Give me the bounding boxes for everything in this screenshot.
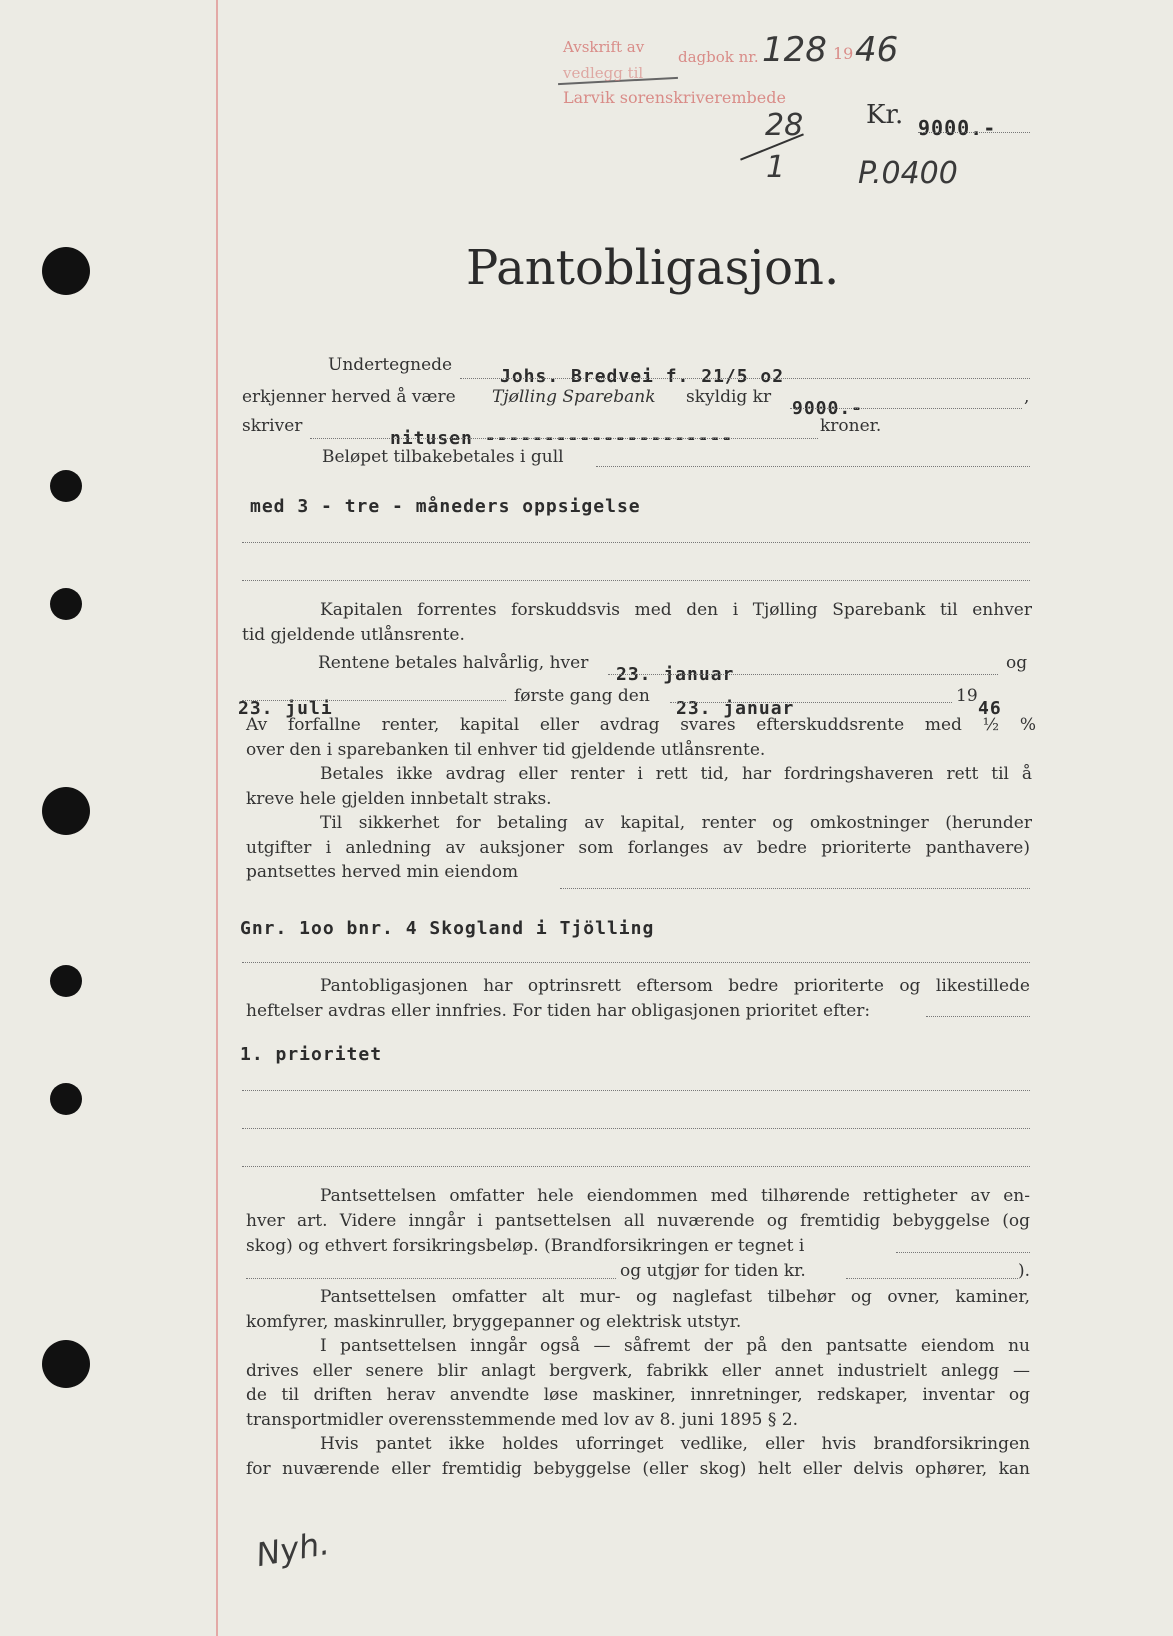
debtor-dots (460, 378, 1030, 379)
body-section-2 (246, 1285, 1030, 1481)
skyldig-dots (790, 408, 1022, 409)
body-line: Til sikkerhet for betaling av kapital, renter og omkostninger (herunder (320, 813, 1032, 833)
creditor-name: Tjølling Sparebank (492, 387, 656, 407)
amount-dots (918, 132, 1030, 133)
skriver-value: nitusen --------------------- (390, 428, 734, 449)
page-title: Pantobligasjon. (466, 240, 840, 296)
interest-date-2: 23. juli (238, 698, 333, 719)
skyldig-label: skyldig kr (686, 387, 772, 407)
date1-dots (608, 674, 998, 675)
date2-dots (242, 700, 506, 701)
date-month: 1 (766, 150, 786, 185)
body-line: Betales ikke avdrag eller renter i rett tid, har fordringshaveren rett til å (320, 764, 1032, 784)
body-line: utgifter i anledning av auksjoner som forlanges av bedre prioriterte panthavere) (246, 837, 1030, 858)
priority-line1: Pantobligasjonen har optrinsrett eftersom bedre prioriterte og likestillede (320, 976, 1030, 996)
tilbakebetales-dots (596, 466, 1030, 467)
debtor-name: Johs. Bredvei f. 21/5 o2 (500, 366, 785, 387)
utgjor-dots-1 (246, 1278, 616, 1279)
skriver-label: skriver (242, 416, 303, 436)
kr-label: Kr. (866, 100, 904, 130)
body-line: kreve hele gjelden innbetalt straks. (246, 788, 552, 809)
forste-label: første gang den (514, 686, 650, 706)
body-line: Pantsettelsen omfatter hele eiendommen med tilhørende rettigheter av en- (320, 1186, 1030, 1206)
terms-value: med 3 - tre - måneders oppsigelse (250, 496, 641, 517)
body-line: Av forfallne renter, kapital eller avdrag svares efterskuddsrente med ½ % (246, 715, 1036, 735)
priority-dots-3 (242, 1166, 1030, 1167)
forsikring-dots (896, 1252, 1030, 1253)
stamp-office: Larvik sorenskriverembede (563, 88, 786, 107)
property-dots-1 (560, 888, 1030, 889)
body-line: hver art. Videre inngår i pantsettelsen all nuværende og fremtidig bebyggelse (og (246, 1211, 1030, 1231)
year-prefix: 19 (833, 44, 854, 63)
body-line: pantsettes herved min eiendom (246, 862, 519, 882)
terms-dots-2 (242, 580, 1030, 581)
tilbakebetales-label: Beløpet tilbakebetales i gull (322, 447, 564, 467)
property-value: Gnr. 1oo bnr. 4 Skogland i Tjölling (240, 918, 655, 939)
priority-line2: heftelser avdras eller innfries. For tiden har obligasjonen prioritet efter: (246, 1001, 871, 1021)
priority-dots-2 (242, 1128, 1030, 1129)
punch-hole (42, 787, 90, 835)
interest-date-1: 23. januar (616, 664, 735, 685)
punch-hole (42, 1340, 90, 1388)
date-day: 28 (765, 108, 804, 143)
first-year: 46 (978, 698, 1002, 719)
terms-dots-1 (242, 542, 1030, 543)
first-year-prefix: 19 (956, 686, 978, 706)
body-line: og utgjør for tiden kr. (620, 1261, 806, 1281)
punch-hole (42, 247, 90, 295)
punch-hole (50, 965, 82, 997)
body-line: over den i sparebanken til enhver tid gjeldende utlånsrente. (246, 739, 766, 760)
header-amount: 9000.- (918, 116, 997, 140)
body-line: I pantsettelsen inngår også — såfremt der på den pantsatte eiendom nu (320, 1336, 1030, 1356)
body-line: for nuværende eller fremtidig bebyggelse (eller skog) helt eller delvis ophører, kan (246, 1458, 1030, 1479)
body-line: Hvis pantet ikke holdes uforringet vedlike, eller hvis brandforsikringen (320, 1434, 1030, 1454)
first-date: 23. januar (676, 698, 795, 719)
body-line: drives eller senere blir anlagt bergverk, fabrikk eller annet industrielt anlegg — (246, 1360, 1030, 1381)
stamp-vedlegg: vedlegg til (563, 64, 644, 82)
first-date-dots (670, 702, 952, 703)
og-label: og (1006, 653, 1028, 673)
body-line: skog) og ethvert forsikringsbeløp. (Brandforsikringen er tegnet i (246, 1236, 805, 1256)
comma: , (1024, 387, 1030, 407)
priority-value: 1. prioritet (240, 1044, 383, 1065)
punch-hole (50, 588, 82, 620)
margin-line (216, 0, 218, 1636)
interest-para-line2: tid gjeldende utlånsrente. (242, 625, 465, 645)
entry-number: 128 (762, 30, 827, 70)
undertegnede-label: Undertegnede (328, 355, 453, 375)
handwritten-initials: Nyh. (253, 1523, 333, 1575)
priority-dots-1 (242, 1090, 1030, 1091)
stamp-dagbok: dagbok nr. (678, 48, 759, 66)
utgjor-dots-2 (846, 1278, 1018, 1279)
kroner-label: kroner. (820, 416, 882, 436)
year-suffix: 46 (855, 30, 899, 70)
stamp-avskrift: Avskrift av (563, 38, 645, 56)
priority-dots (926, 1016, 1030, 1017)
rentene-label: Rentene betales halvårlig, hver (318, 653, 589, 673)
punch-hole (50, 1083, 82, 1115)
punch-hole (50, 470, 82, 502)
interest-para-line1: Kapitalen forrentes forskuddsvis med den i Tjølling Sparebank til enhver (320, 600, 1032, 620)
body-line: Pantsettelsen omfatter alt mur- og naglefast tilbehør og ovner, kaminer, (320, 1287, 1030, 1307)
body-line: transportmidler overensstemmende med lov av 8. juni 1895 § 2. (246, 1409, 798, 1430)
body-line: ). (1018, 1261, 1031, 1281)
property-dots-2 (242, 962, 1030, 963)
reference-number: P.0400 (858, 156, 958, 191)
skriver-dots (310, 438, 818, 439)
body-line: komfyrer, maskinruller, bryggepanner og elektrisk utstyr. (246, 1311, 742, 1332)
body-line: de til driften herav anvendte løse maskiner, innretninger, redskaper, inventar og (246, 1385, 1030, 1405)
erkjenner-label: erkjenner herved å være (242, 387, 456, 407)
body-section-1 (246, 713, 1036, 885)
skyldig-amount: 9000.- (792, 398, 864, 419)
